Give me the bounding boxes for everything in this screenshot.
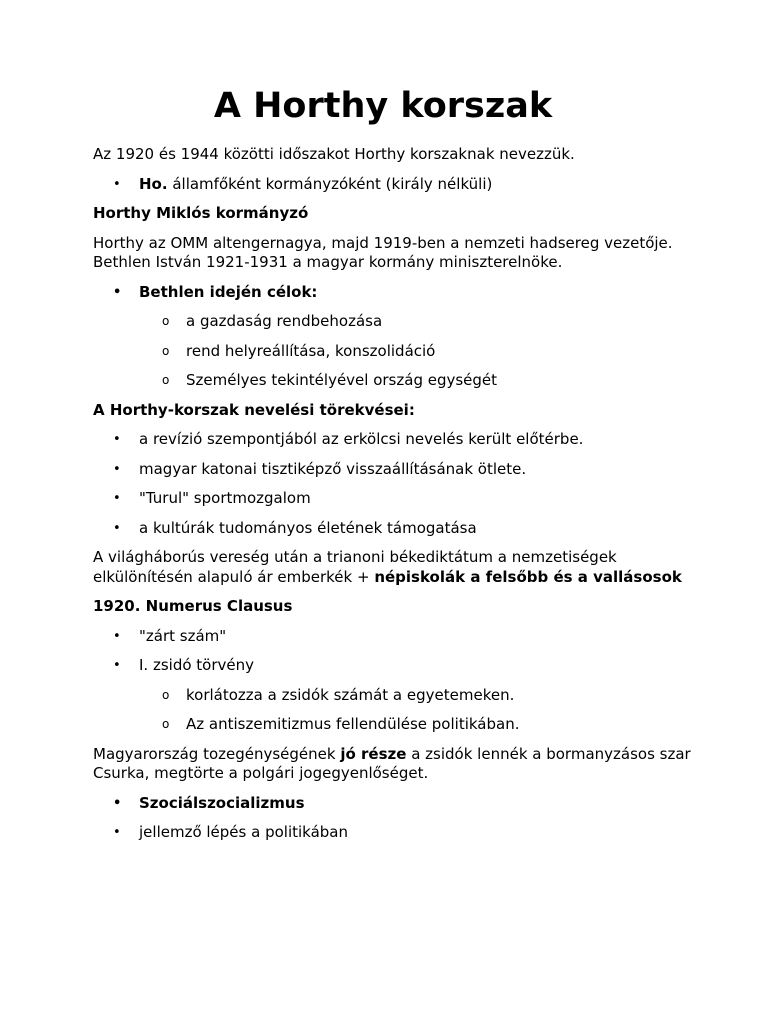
list-item-bethlen: • Bethlen idején célok:: [93, 283, 693, 303]
heading-numerus: 1920. Numerus Clausus: [93, 597, 293, 615]
horthy-paragraph: Horthy az OMM altengernagya, majd 1919-ben a nemzeti hadsereg vezetője. Bethlen István 1921-1931 a magyar kormány miniszterelnöke.: [93, 233, 673, 271]
magyar-text-post: a zsidók lennék a bormanyzásos szar: [406, 744, 691, 763]
neveles-list: [93, 430, 693, 538]
page-title: A Horthy korszak: [213, 86, 553, 126]
ho-text: államfőként kormányzóként (király nélküli): [167, 174, 493, 193]
list-item: • "Turul" sportmozgalom: [93, 489, 693, 509]
vilag-paragraph: [93, 548, 693, 587]
magyar-text-pre: Magyarország tozegénységének: [93, 744, 341, 763]
heading-horthy: Horthy Miklós kormányzó: [93, 204, 309, 222]
zsido-sublist: [93, 686, 693, 735]
sublist-item: o Személyes tekintélyével ország egységét: [93, 371, 693, 391]
sublist-item: o Az antiszemitizmus fellendülése politikában.: [93, 715, 693, 735]
list-item: • "zárt szám": [93, 627, 693, 647]
magyar-paragraph: [93, 745, 693, 784]
list-item: • magyar katonai tisztiképző visszaállításának ötlete.: [93, 460, 693, 480]
final-list: [93, 794, 693, 843]
vilag-bold-text: népiskolák a felsőbb és a vallásosok: [374, 567, 682, 586]
list-item: • a revízió szempontjából az erkölcsi nevelés került előtérbe.: [93, 430, 693, 450]
magyar-bold-text: jó része: [340, 744, 407, 763]
sublist-item: o korlátozza a zsidók számát a egyetemeken.: [93, 686, 693, 706]
sublist-item: o rend helyreállítása, konszolidáció: [93, 342, 693, 362]
list-item: [93, 175, 693, 195]
ho-abbreviation: Ho.: [139, 174, 168, 193]
list-item: • jellemző lépés a politikában: [93, 823, 693, 843]
list-item: • Szociálszocializmus: [93, 794, 693, 814]
vilag-text: A világháborús vereség után a trianoni békediktátum a nemzetiségek elkülönítésén alapuló ár emberkék +: [93, 548, 617, 586]
numerus-list: [93, 627, 693, 676]
bethlen-list: [93, 283, 693, 303]
sublist-item: o a gazdaság rendbehozása: [93, 312, 693, 332]
list-item: • I. zsidó törvény: [93, 656, 693, 676]
bethlen-sublist: [93, 312, 693, 391]
heading-neveles: A Horthy-korszak nevelési törekvései:: [93, 400, 415, 419]
intro-paragraph: Az 1920 és 1944 közötti időszakot Horthy korszaknak nevezzük.: [93, 145, 575, 163]
magyar-text-line2: Csurka, megtörte a polgári jogegyenlőséget.: [93, 764, 429, 782]
list-item: • a kultúrák tudományos életének támogatása: [93, 519, 693, 539]
ho-list: [93, 175, 693, 195]
document-page: [93, 84, 693, 853]
